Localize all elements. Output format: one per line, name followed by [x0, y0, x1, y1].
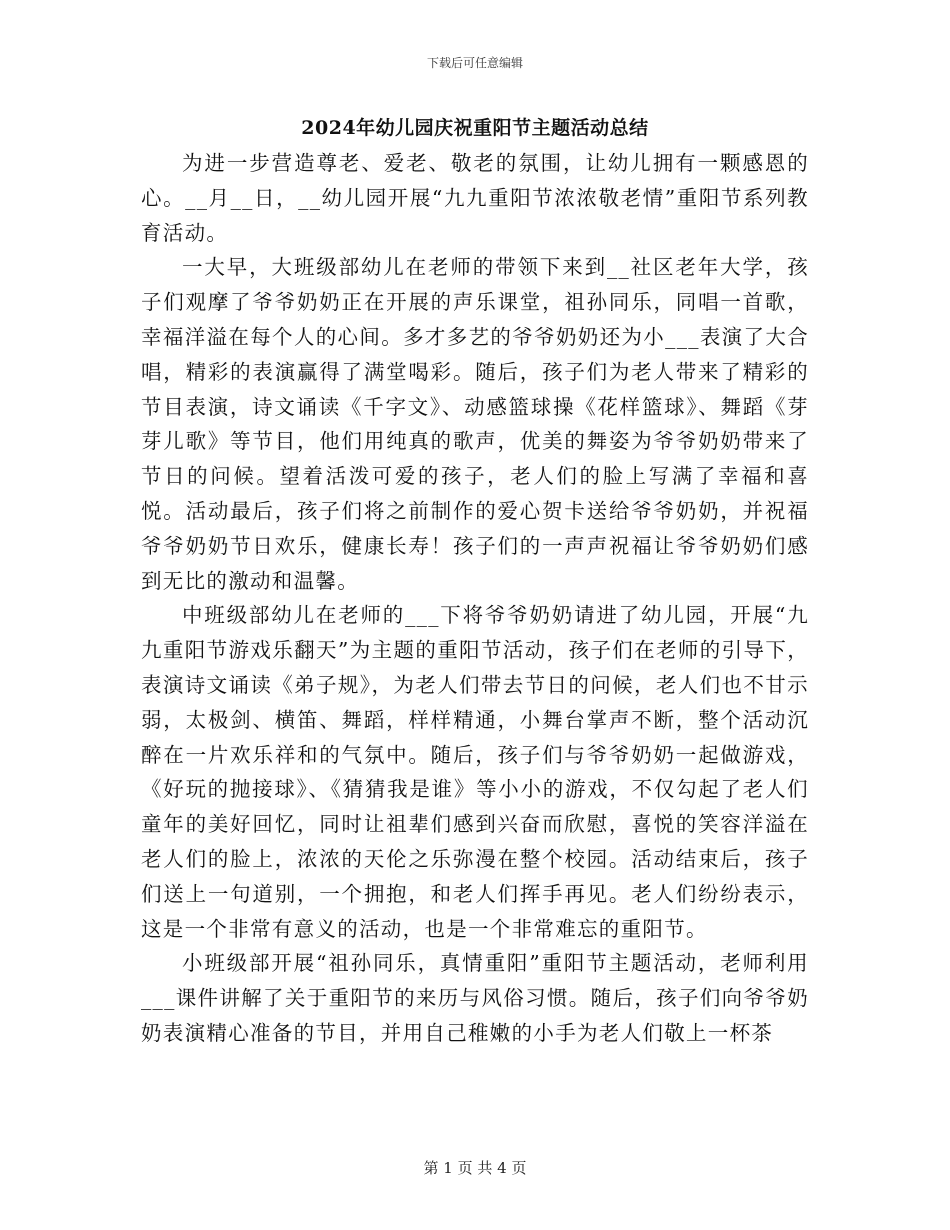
page-footer: 第 1 页 共 4 页: [423, 1159, 527, 1177]
paragraph-senior-class: 一大早，大班级部幼儿在老师的带领下来到__社区老年大学，孩子们观摩了爷爷奶奶正在开展的声乐课堂，祖孙同乐，同唱一首歌，幸福洋溢在每个人的心间。多才多艺的爷爷奶奶还为小___表演了大合唱，精彩的表演赢得了满堂喝彩。随后，孩子们为老人带来了精彩的节目表演，诗文诵读《千字文》、动感篮球操《花样篮球》、舞蹈《芽芽儿歌》等节目，他们用纯真的歌声，优美的舞姿为爷爷奶奶带来了节日的问候。望着活泼可爱的孩子，老人们的脸上写满了幸福和喜悦。活动最后，孩子们将之前制作的爱心贺卡送给爷爷奶奶，并祝福爷爷奶奶节日欢乐，健康长寿！孩子们的一声声祝福让爷爷奶奶们感到无比的激动和温馨。: [141, 255, 809, 593]
page-header-note: 下载后可任意编辑: [426, 56, 523, 70]
paragraph-intro: 为进一步营造尊老、爱老、敬老的氛围，让幼儿拥有一颗感恩的心。__月__日，__幼儿园开展“九九重阳节浓浓敬老情”重阳节系列教育活动。: [141, 151, 809, 245]
paragraph-junior-class: 小班级部开展“祖孙同乐，真情重阳”重阳节主题活动，老师利用___课件讲解了关于重阳节的来历与风俗习惯。随后，孩子们向爷爷奶奶表演精心准备的节目，并用自己稚嫩的小手为老人们敬上一杯茶: [141, 951, 809, 1045]
paragraph-middle-class: 中班级部幼儿在老师的___下将爷爷奶奶请进了幼儿园，开展“九九重阳节游戏乐翻天”为主题的重阳节活动，孩子们在老师的引导下，表演诗文诵读《弟子规》，为老人们带去节日的问候，老人们也不甘示弱，太极剑、横笛、舞蹈，样样精通，小舞台掌声不断，整个活动沉醉在一片欢乐祥和的气氛中。随后，孩子们与爷爷奶奶一起做游戏，《好玩的抛接球》、《猜猜我是谁》等小小的游戏，不仅勾起了老人们童年的美好回忆，同时让祖辈们感到兴奋而欣慰，喜悦的笑容洋溢在老人们的脸上，浓浓的天伦之乐弥漫在整个校园。活动结束后，孩子们送上一句道别，一个拥抱，和老人们挥手再见。老人们纷纷表示，这是一个非常有意义的活动，也是一个非常难忘的重阳节。: [141, 603, 809, 941]
document-body: [141, 146, 809, 1051]
document-title: 2024年幼儿园庆祝重阳节主题活动总结: [301, 117, 649, 139]
